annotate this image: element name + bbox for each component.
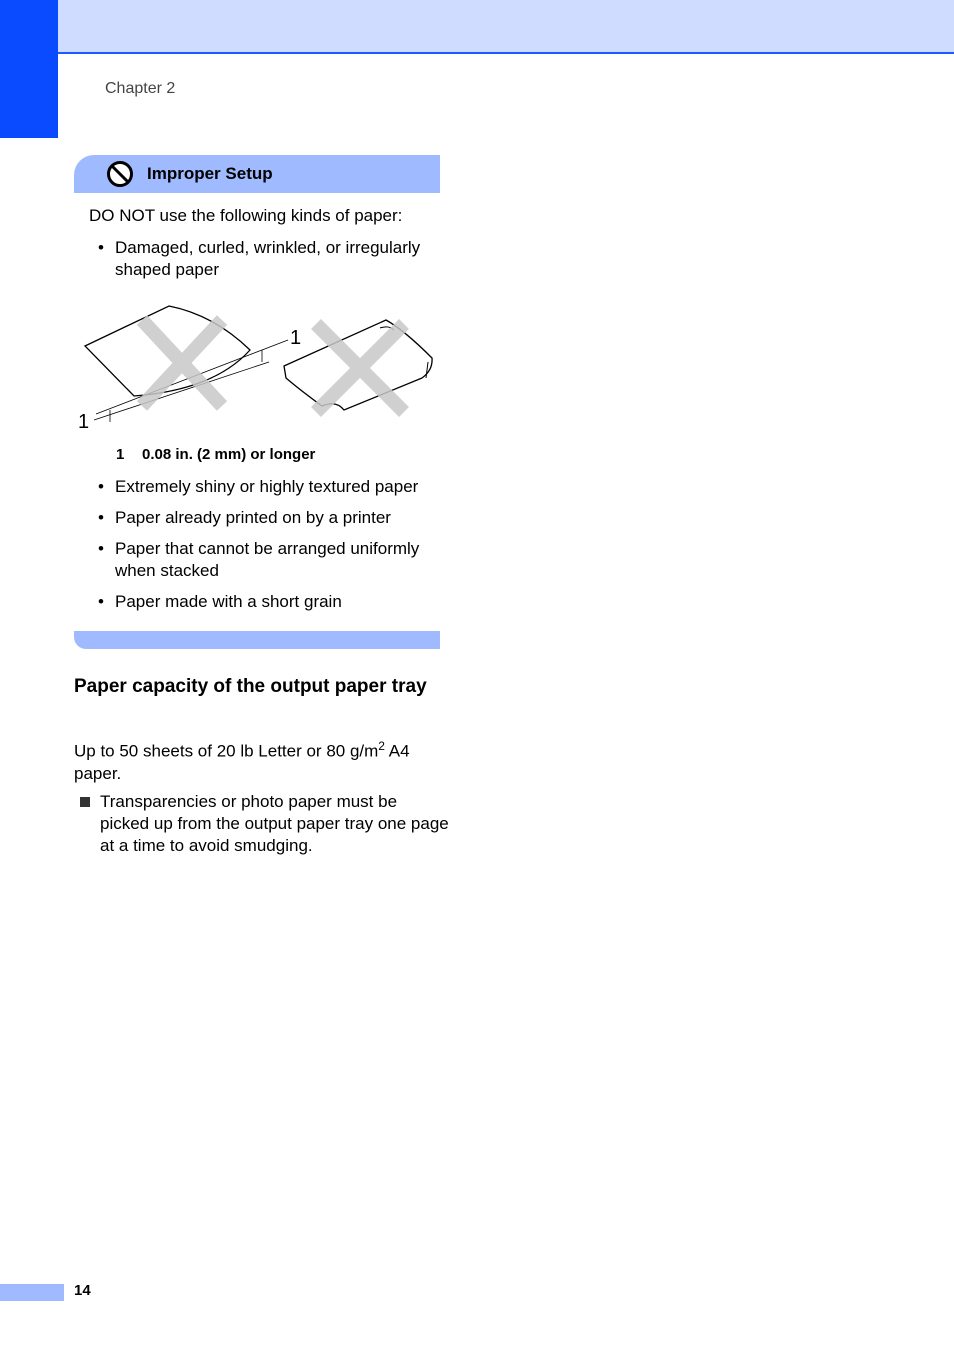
note-item xyxy=(80,791,450,857)
chapter-label: Chapter 2 xyxy=(105,80,176,97)
page-number: 14 xyxy=(74,1282,91,1299)
list-item: • Extremely shiny or highly textured paper xyxy=(98,476,448,498)
figure-caption xyxy=(116,446,315,463)
no-entry-icon xyxy=(106,160,134,188)
warning-footer-bar xyxy=(74,631,440,649)
warning-header xyxy=(74,155,440,193)
superscript: 2 xyxy=(378,739,385,753)
callout-1-left: 1 xyxy=(78,411,90,433)
capacity-paragraph xyxy=(74,735,444,785)
section-title: Paper capacity of the output paper tray xyxy=(74,676,427,697)
top-band xyxy=(0,0,954,54)
para-text-end: A4 paper. xyxy=(74,741,410,783)
improper-paper-figure xyxy=(74,300,444,436)
bullet-list-b xyxy=(98,476,448,622)
footer-band xyxy=(0,1284,64,1301)
chapter-tab xyxy=(0,0,58,138)
list-item: • Paper already printed on by a printer xyxy=(98,507,448,529)
para-text: Up to 50 sheets of 20 lb Letter or 80 g/m xyxy=(74,741,379,761)
note-text: Transparencies or photo paper must be picked up from the output paper tray one page at a time to avoid smudging. xyxy=(100,792,449,855)
callout-1-right: 1 xyxy=(290,327,302,349)
list-item: • Damaged, curled, wrinkled, or irregularly shaped paper xyxy=(98,237,448,281)
list-item: • Paper made with a short grain xyxy=(98,591,448,613)
bullet-list-a xyxy=(98,237,448,290)
list-item: • Paper that cannot be arranged uniformly when stacked xyxy=(98,538,438,582)
warning-intro: DO NOT use the following kinds of paper: xyxy=(89,206,403,225)
caption-number: 1 xyxy=(116,446,125,463)
caption-text: 0.08 in. (2 mm) or longer xyxy=(142,446,316,463)
square-bullet-icon xyxy=(80,797,90,807)
warning-title: Improper Setup xyxy=(147,164,273,183)
